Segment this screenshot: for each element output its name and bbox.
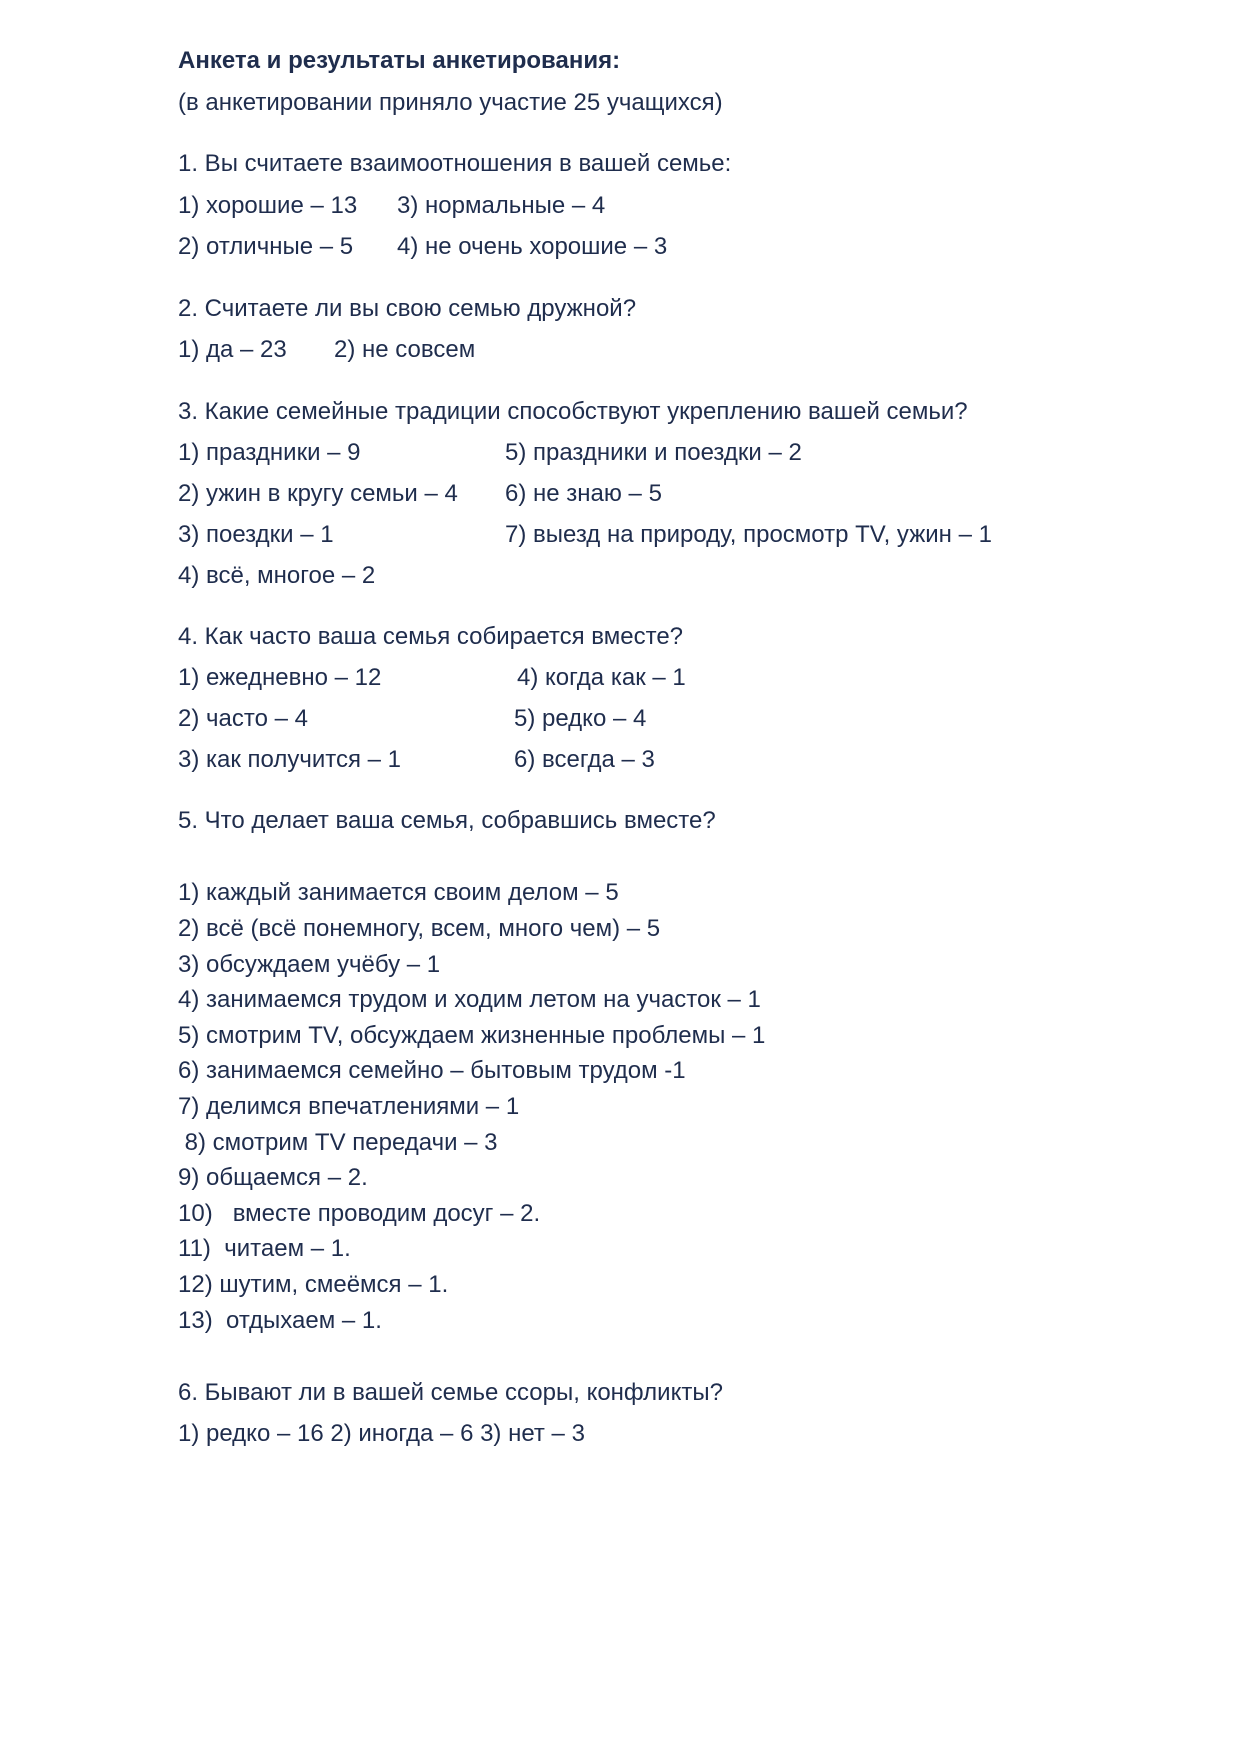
q2-answer-1: 1) да – 23 [178, 336, 287, 363]
q4-answer-5: 5) редко – 4 [514, 705, 647, 732]
q4-question: 4. Как часто ваша семья собирается вместе? [178, 623, 684, 650]
q5-answer: 8) смотрим TV передачи – 3 [178, 1129, 498, 1156]
q5-answer: 3) обсуждаем учёбу – 1 [178, 951, 441, 978]
q1-question: 1. Вы считаете взаимоотношения в вашей семье: [178, 150, 732, 177]
q4-answer-2: 2) часто – 4 [178, 705, 308, 732]
q1-answer-4: 4) не очень хорошие – 3 [397, 233, 668, 260]
document-title: Анкета и результаты анкетирования: [178, 47, 621, 74]
q2-answer-2: 2) не совсем [334, 336, 476, 363]
q5-answer: 6) занимаемся семейно – бытовым трудом -1 [178, 1057, 686, 1084]
q5-answer: 1) каждый занимается своим делом – 5 [178, 879, 619, 906]
q5-answer: 11) читаем – 1. [178, 1235, 351, 1262]
q6-answers: 1) редко – 16 2) иногда – 6 3) нет – 3 [178, 1420, 585, 1447]
q3-answer-3: 3) поездки – 1 [178, 521, 334, 548]
q3-question: 3. Какие семейные традиции способствуют укреплению вашей семьи? [178, 398, 968, 425]
q4-answer-4: 4) когда как – 1 [517, 664, 686, 691]
q5-answer: 13) отдыхаем – 1. [178, 1307, 382, 1334]
q1-answer-2: 2) отличные – 5 [178, 233, 354, 260]
q2-question: 2. Считаете ли вы свою семью дружной? [178, 295, 637, 322]
q5-answer: 10) вместе проводим досуг – 2. [178, 1200, 541, 1227]
q3-answer-7: 7) выезд на природу, просмотр TV, ужин – 1 [505, 521, 992, 548]
q5-answer: 12) шутим, смеёмся – 1. [178, 1271, 449, 1298]
q3-answer-2: 2) ужин в кругу семьи – 4 [178, 480, 458, 507]
q5-answer: 2) всё (всё понемногу, всем, много чем) – 5 [178, 915, 661, 942]
q4-answer-6: 6) всегда – 3 [514, 746, 655, 773]
q5-answer: 4) занимаемся трудом и ходим летом на участок – 1 [178, 986, 761, 1013]
q5-answer: 7) делимся впечатлениями – 1 [178, 1093, 520, 1120]
q1-answer-1: 1) хорошие – 13 [178, 192, 358, 219]
q5-question: 5. Что делает ваша семья, собравшись вместе? [178, 807, 716, 834]
q5-answer: 5) смотрим TV, обсуждаем жизненные проблемы – 1 [178, 1022, 766, 1049]
q3-answer-5: 5) праздники и поездки – 2 [505, 439, 802, 466]
document-subtitle: (в анкетировании приняло участие 25 учащихся) [178, 89, 723, 116]
q3-answer-6: 6) не знаю – 5 [505, 480, 662, 507]
q3-answer-1: 1) праздники – 9 [178, 439, 361, 466]
q6-question: 6. Бывают ли в вашей семье ссоры, конфликты? [178, 1379, 723, 1406]
q4-answer-1: 1) ежедневно – 12 [178, 664, 382, 691]
q5-answer: 9) общаемся – 2. [178, 1164, 368, 1191]
q1-answer-3: 3) нормальные – 4 [397, 192, 606, 219]
q4-answer-3: 3) как получится – 1 [178, 746, 402, 773]
q3-answer-4: 4) всё, многое – 2 [178, 562, 376, 589]
